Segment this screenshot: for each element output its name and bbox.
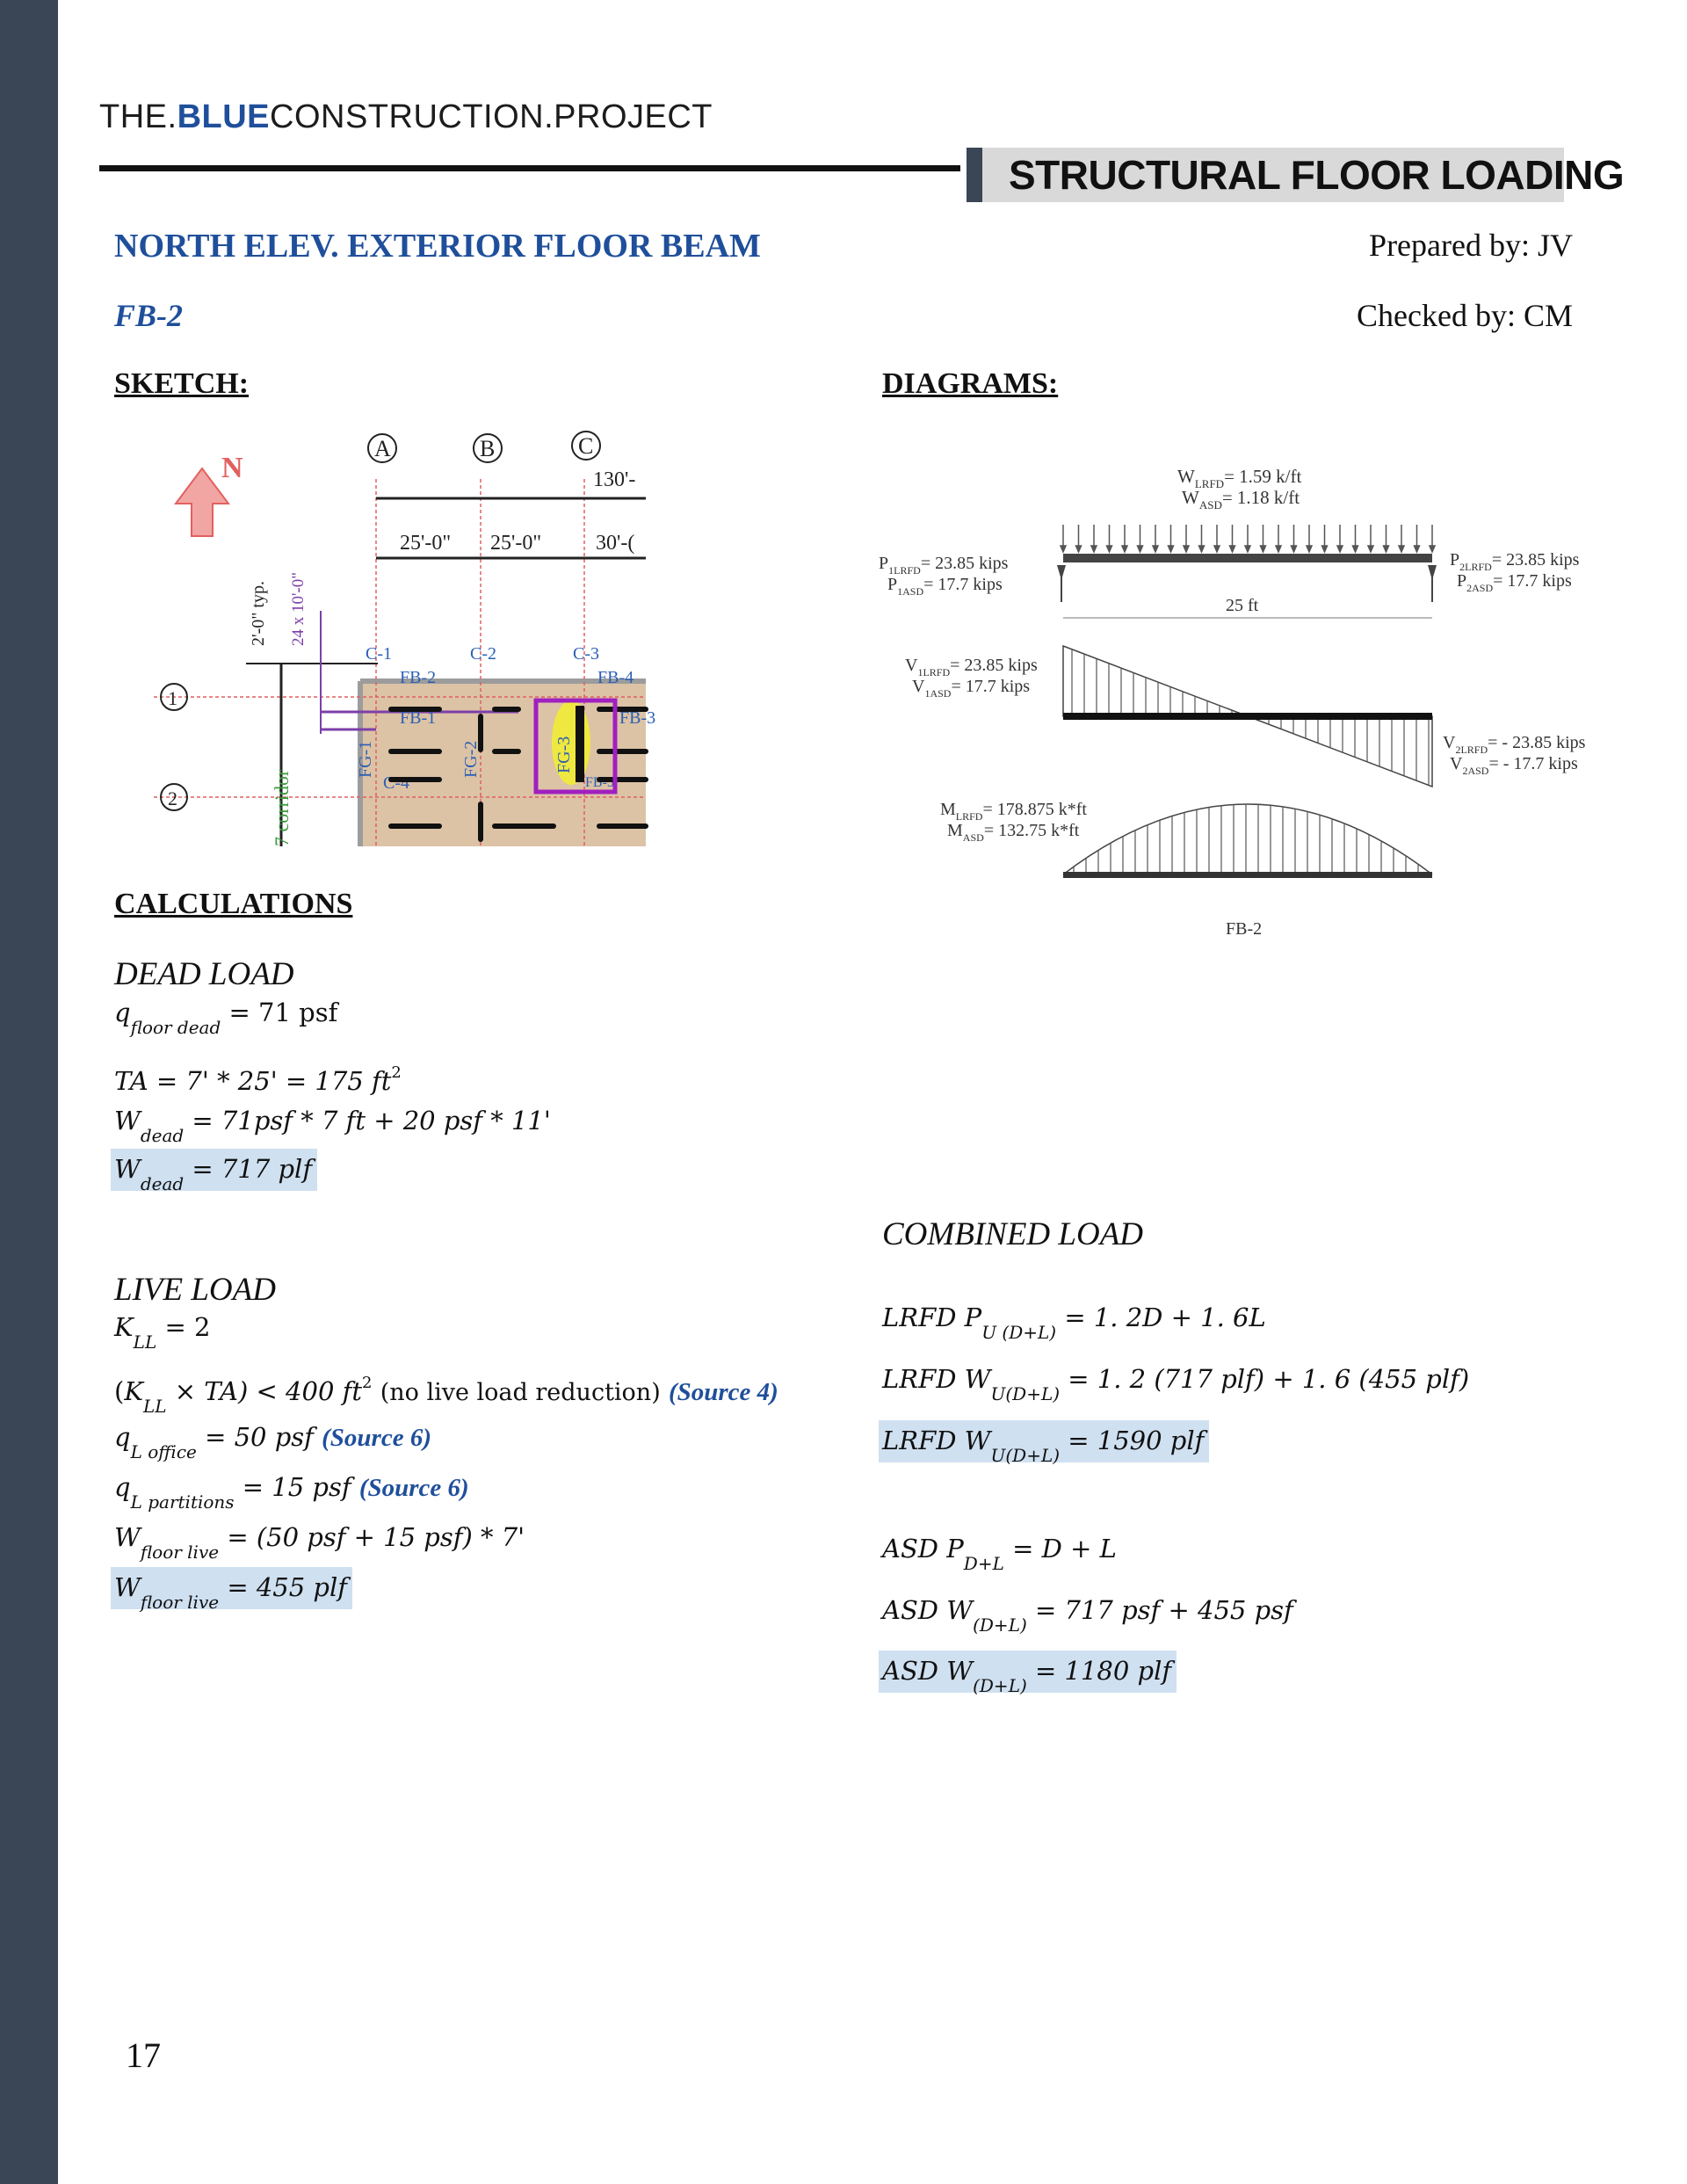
column-c4: C-4: [383, 773, 409, 793]
beam-diagrams: [870, 461, 1617, 949]
load-arrowhead: [1076, 546, 1082, 552]
load-arrowhead: [1245, 546, 1250, 552]
load-arrowhead: [1307, 546, 1312, 552]
load-arrowhead: [1276, 546, 1281, 552]
grid-row-1: 1: [168, 687, 177, 709]
load-arrowhead: [1399, 546, 1404, 552]
w-live-result: $W_{floor live} = 455$ plf: [114, 1572, 352, 1613]
page-number: 17: [126, 2035, 161, 2075]
joist-count-note: 24 x 10'-0": [289, 571, 308, 646]
beam-fb2: FB-2: [400, 668, 437, 687]
w-dead-result: $W_{dead} = 717$ plf: [114, 1154, 317, 1194]
page-spine: [0, 0, 58, 2184]
asd-p-formula: ASD $P_{D+L} = D + L$: [882, 1534, 1117, 1574]
k-ll: $K_{LL} = 2$: [114, 1312, 211, 1353]
v1-asd-label: $V_{1ASD}= 17.7$ kips: [912, 677, 1031, 700]
load-arrowhead: [1230, 546, 1235, 552]
bay-dim-bc: 25'-0": [490, 532, 542, 555]
bay-dim-ab: 25'-0": [400, 532, 452, 555]
grid-col-b: B: [480, 436, 496, 461]
load-arrowhead: [1322, 546, 1328, 552]
column-c2: C-2: [470, 644, 496, 664]
north-label: N: [221, 452, 243, 484]
load-arrowhead: [1184, 546, 1189, 552]
calculations-heading: CALCULATIONS: [114, 888, 353, 920]
grid-col-c: C: [578, 433, 594, 459]
joist-spacing-note: 2'-0" typ.: [249, 581, 268, 646]
m-asd-label: $M_{ASD}= 132.75$ k*ft: [947, 821, 1080, 844]
load-arrowhead: [1107, 546, 1112, 552]
asd-w-result: ASD $W_{(D+L)} = 1180$ plf: [882, 1656, 1177, 1696]
grid-row-2: 2: [168, 787, 177, 809]
w-live-calc: $W_{floor live} = (50$ psf + 15 psf) * 7': [114, 1522, 525, 1563]
q-live-partitions: $q_{L partitions} = 15$ psf (Source 6): [114, 1472, 469, 1513]
p2-lrfd-label: $P_{2LRFD}= 23.85$ kips: [1450, 550, 1580, 573]
load-arrowhead: [1353, 546, 1358, 552]
beam-fb4: FB-4: [597, 668, 634, 687]
beam-member: [1063, 554, 1432, 562]
checked-by: Checked by: CM: [1357, 298, 1573, 333]
v2-lrfd-label: $V_{2LRFD}= - 23.85$ kips: [1443, 733, 1586, 756]
column-c1: C-1: [366, 644, 392, 664]
moment-curve: [1063, 804, 1432, 874]
load-arrowhead: [1337, 546, 1343, 552]
tributary-area: TA = 7' * 25' = 175 $ft^2$: [114, 1063, 402, 1096]
reduction-check: $(K_{LL} \times TA) < 400$ $ft^2$ (no live load reduction) (Source 4): [114, 1374, 778, 1417]
framing-sketch: [149, 426, 656, 846]
combined-load-title: COMBINED LOAD: [882, 1216, 1144, 1252]
load-arrowhead: [1122, 546, 1127, 552]
distributed-load: [1061, 525, 1435, 552]
w-dead-calc: $W_{dead} = 71psf * 7$ ft + 20 psf * 11': [114, 1106, 551, 1146]
p1-lrfd-label: $P_{1LRFD}= 23.85$ kips: [879, 554, 1009, 577]
beam-id: FB-2: [114, 298, 184, 333]
grid-col-a: A: [374, 436, 391, 461]
lrfd-w-result: LRFD $W_{U(D+L)} = 1590$ plf: [882, 1426, 1209, 1466]
q-floor-dead: $q_{floor dead} = 71$ psf: [114, 998, 338, 1038]
girder-fg3: FG-3: [554, 736, 574, 773]
prepared-by: Prepared by: JV: [1369, 228, 1573, 263]
lrfd-w-calc: LRFD $W_{U(D+L)} = 1$. 2 (717 plf) + 1. 6 (455 plf): [882, 1364, 1470, 1404]
load-arrowhead: [1169, 546, 1174, 552]
diagrams-heading: DIAGRAMS:: [882, 367, 1059, 400]
v1-lrfd-label: $V_{1LRFD}= 23.85$ kips: [905, 656, 1038, 678]
load-arrowhead: [1261, 546, 1266, 552]
load-arrowhead: [1138, 546, 1143, 552]
v2-asd-label: $V_{2ASD}= - 17.7$ kips: [1450, 754, 1578, 777]
load-arrowhead: [1368, 546, 1373, 552]
w-lrfd-label: $W_{LRFD}= 1.59$ k/ft: [1177, 466, 1302, 490]
beam-title: NORTH ELEV. EXTERIOR FLOOR BEAM: [114, 228, 761, 265]
load-arrowhead: [1430, 546, 1435, 552]
bay-dim-c: 30'-(: [596, 532, 635, 555]
north-arrow: [176, 452, 243, 536]
span-label: 25 ft: [1226, 596, 1259, 615]
floor-bay-fill: [360, 681, 646, 846]
load-arrowhead: [1214, 546, 1220, 552]
lrfd-p-formula: LRFD $P_{U (D+L)} = 1$. 2D + 1. 6L: [882, 1302, 1266, 1343]
load-arrowhead: [1384, 546, 1389, 552]
corridor-note: 7 corridor: [271, 769, 293, 846]
m-lrfd-label: $M_{LRFD}= 178.875$ k*ft: [940, 800, 1087, 823]
p2-asd-label: $P_{2ASD}= 17.7$ kips: [1457, 571, 1572, 594]
header-rule: [99, 165, 960, 171]
live-load-title: LIVE LOAD: [114, 1272, 276, 1308]
overall-dim: 130'-: [593, 468, 636, 491]
load-arrowhead: [1415, 546, 1420, 552]
girder-fg1: FG-1: [356, 740, 375, 778]
q-live-office: $q_{L office} = 50$ psf (Source 6): [114, 1422, 431, 1462]
load-arrowhead: [1199, 546, 1205, 552]
moment-baseline: [1063, 872, 1432, 878]
diagram-caption: FB-2: [1226, 919, 1263, 939]
load-arrowhead: [1292, 546, 1297, 552]
beam-fb3: FB-3: [619, 708, 656, 728]
load-arrowhead: [1091, 546, 1097, 552]
load-arrowhead: [1153, 546, 1158, 552]
p1-asd-label: $P_{1ASD}= 17.7$ kips: [887, 575, 1003, 598]
sketch-heading: SKETCH:: [114, 367, 250, 400]
dead-load-title: DEAD LOAD: [114, 956, 294, 992]
beam-fb5: FB-5: [585, 775, 614, 790]
w-asd-label: $W_{ASD}= 1.18$ k/ft: [1182, 487, 1300, 512]
shear-baseline: [1063, 713, 1432, 720]
load-arrowhead: [1061, 546, 1066, 552]
brand-wordmark: THE.BLUECONSTRUCTION.PROJECT: [99, 98, 713, 135]
asd-w-calc: ASD $W_{(D+L)} = 717$ psf + 455 psf: [882, 1595, 1293, 1636]
beam-fb1: FB-1: [400, 708, 437, 728]
column-c3: C-3: [573, 644, 599, 664]
section-banner: STRUCTURAL FLOOR LOADING: [967, 148, 1564, 202]
girder-fg2: FG-2: [461, 740, 481, 778]
